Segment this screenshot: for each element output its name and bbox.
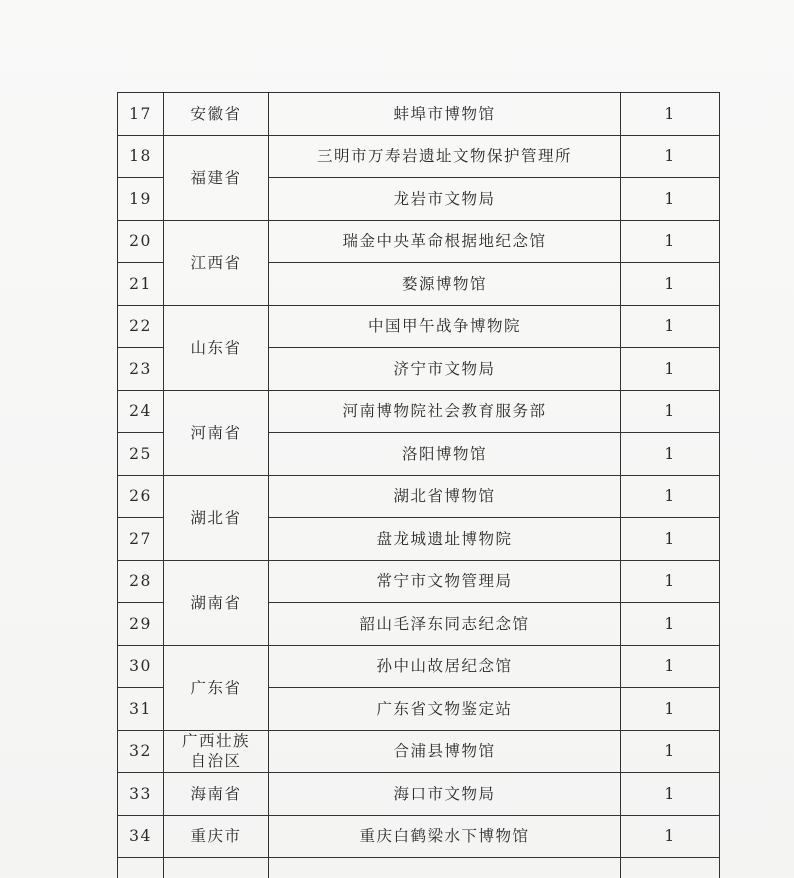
row-number: 23 [118, 348, 164, 391]
count-cell: 1 [621, 688, 720, 731]
row-number: 31 [118, 688, 164, 731]
row-number: 29 [118, 603, 164, 646]
row-number: 27 [118, 518, 164, 561]
province-cell: 山东省 [164, 305, 269, 390]
count-cell: 1 [621, 730, 720, 773]
row-number: 20 [118, 220, 164, 263]
unit-cell: 洛阳博物馆 [269, 433, 621, 476]
count-cell: 1 [621, 645, 720, 688]
unit-cell: 重庆白鹤梁水下博物馆 [269, 815, 621, 858]
unit-cell [269, 858, 621, 878]
unit-cell: 盘龙城遗址博物院 [269, 518, 621, 561]
row-number: 18 [118, 135, 164, 178]
province-cell: 湖北省 [164, 475, 269, 560]
row-number: 17 [118, 93, 164, 136]
table-row [118, 645, 720, 688]
table-row [118, 220, 720, 263]
province-cell: 广东省 [164, 645, 269, 730]
province-line-1: 广西壮族 [181, 732, 250, 751]
unit-cell: 孙中山故居纪念馆 [269, 645, 621, 688]
unit-cell: 韶山毛泽东同志纪念馆 [269, 603, 621, 646]
unit-cell: 湖北省博物馆 [269, 475, 621, 518]
count-cell: 1 [621, 815, 720, 858]
row-number: 32 [118, 730, 164, 773]
count-cell: 1 [621, 220, 720, 263]
count-cell: 1 [621, 560, 720, 603]
unit-cell: 常宁市文物管理局 [269, 560, 621, 603]
count-cell: 1 [621, 518, 720, 561]
unit-cell: 合浦县博物馆 [269, 730, 621, 773]
table-row [118, 560, 720, 603]
count-cell: 1 [621, 475, 720, 518]
province-cell [164, 858, 269, 878]
row-number: 19 [118, 178, 164, 221]
museum-list-table [117, 92, 720, 878]
count-cell: 1 [621, 433, 720, 476]
row-number: 34 [118, 815, 164, 858]
count-cell: 1 [621, 348, 720, 391]
table-row [118, 93, 720, 136]
province-line-2: 自治区 [190, 752, 242, 771]
province-cell: 河南省 [164, 390, 269, 475]
count-cell: 1 [621, 93, 720, 136]
unit-cell: 中国甲午战争博物院 [269, 305, 621, 348]
row-number: 33 [118, 773, 164, 816]
table-row [118, 305, 720, 348]
count-cell: 1 [621, 135, 720, 178]
table-row [118, 135, 720, 178]
count-cell [621, 858, 720, 878]
unit-cell: 济宁市文物局 [269, 348, 621, 391]
province-cell: 湖南省 [164, 560, 269, 645]
table-row [118, 773, 720, 816]
unit-cell: 蚌埠市博物馆 [269, 93, 621, 136]
unit-cell: 瑞金中央革命根据地纪念馆 [269, 220, 621, 263]
row-number: 21 [118, 263, 164, 306]
province-cell: 江西省 [164, 220, 269, 305]
unit-cell: 河南博物院社会教育服务部 [269, 390, 621, 433]
unit-cell: 三明市万寿岩遗址文物保护管理所 [269, 135, 621, 178]
unit-cell: 婺源博物馆 [269, 263, 621, 306]
table-row-cut-off [118, 858, 720, 878]
unit-cell: 龙岩市文物局 [269, 178, 621, 221]
count-cell: 1 [621, 305, 720, 348]
row-number: 26 [118, 475, 164, 518]
province-cell [164, 730, 269, 773]
province-cell: 海南省 [164, 773, 269, 816]
count-cell: 1 [621, 263, 720, 306]
unit-cell: 海口市文物局 [269, 773, 621, 816]
row-number [118, 858, 164, 878]
count-cell: 1 [621, 603, 720, 646]
count-cell: 1 [621, 390, 720, 433]
table-row [118, 390, 720, 433]
province-cell: 安徽省 [164, 93, 269, 136]
count-cell: 1 [621, 773, 720, 816]
row-number: 24 [118, 390, 164, 433]
province-cell: 重庆市 [164, 815, 269, 858]
table-row [118, 815, 720, 858]
row-number: 25 [118, 433, 164, 476]
province-cell: 福建省 [164, 135, 269, 220]
row-number: 22 [118, 305, 164, 348]
row-number: 28 [118, 560, 164, 603]
table-row [118, 475, 720, 518]
unit-cell: 广东省文物鉴定站 [269, 688, 621, 731]
count-cell: 1 [621, 178, 720, 221]
row-number: 30 [118, 645, 164, 688]
table-row [118, 730, 720, 773]
